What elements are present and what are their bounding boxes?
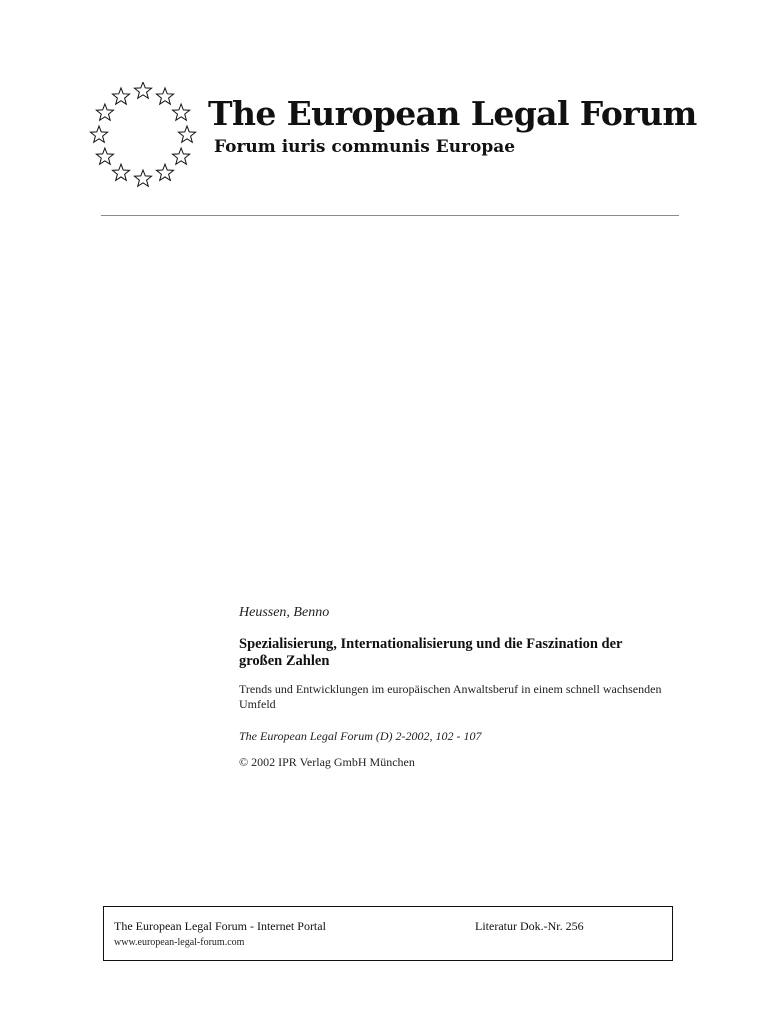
copyright-notice: © 2002 IPR Verlag GmbH München <box>239 755 415 769</box>
star-icon <box>90 126 107 142</box>
article-title: Spezialisierung, Internationalisierung und die Faszination der großen Zahlen <box>239 636 623 669</box>
star-icon <box>173 104 190 120</box>
article-author: Heussen, Benno <box>239 605 330 620</box>
article-citation: The European Legal Forum (D) 2-2002, 102 - 107 <box>239 729 482 743</box>
star-icon <box>112 88 129 104</box>
star-icon <box>178 126 195 142</box>
star-icon <box>156 164 173 180</box>
eu-star-circle-icon <box>84 82 202 188</box>
star-icon <box>134 82 151 98</box>
footer-url: www.european-legal-forum.com <box>114 937 245 948</box>
star-icon <box>156 88 173 104</box>
star-icon <box>173 148 190 164</box>
header-divider <box>101 215 679 216</box>
article-subtitle: Trends und Entwicklungen im europäischen Anwaltsberuf in einem schnell wachsenden Umfeld <box>239 682 662 711</box>
journal-subtitle: Forum iuris communis Europae <box>214 137 516 157</box>
star-icon <box>96 148 113 164</box>
footer-doc-number: Literatur Dok.-Nr. 256 <box>475 919 584 933</box>
journal-title: The European Legal Forum <box>208 94 697 133</box>
star-icon <box>96 104 113 120</box>
star-icon <box>134 170 151 186</box>
footer-portal-name: The European Legal Forum - Internet Portal <box>114 919 326 933</box>
star-icon <box>112 164 129 180</box>
footer-box <box>103 906 673 961</box>
